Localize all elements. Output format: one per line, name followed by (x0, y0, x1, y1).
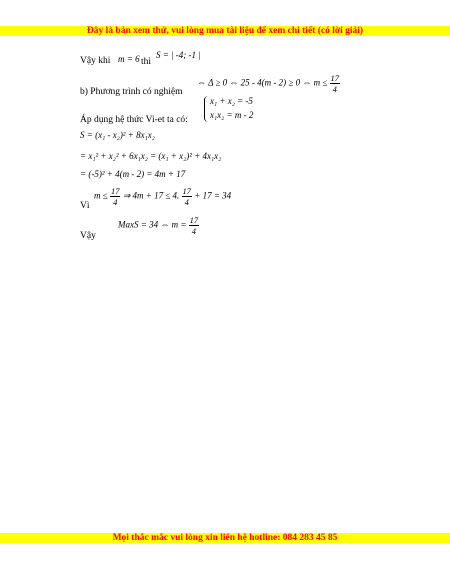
conclusion-max-text: MaxS = 34 ⇔ m = (118, 219, 187, 230)
s-definition: S = (x₁ - x₂)² + 8x₁x₂ (80, 130, 155, 140)
hotline-banner (0, 533, 450, 543)
since-fraction-2 (182, 186, 193, 207)
since-fraction-1-num: 17 (110, 186, 120, 196)
part-b-fraction-den: 4 (332, 84, 337, 94)
system-brace (204, 96, 209, 122)
preview-notice-text: Đây là bản xem thử, vui lòng mua tài liệu để xem chi tiết (có lời giải) (86, 26, 364, 36)
preview-notice-banner (0, 26, 450, 36)
since-part3: + 17 = 34 (194, 190, 232, 201)
conclusion-a-then: thì (141, 57, 152, 67)
vieta-product-equation: x₁x₂ = m - 2 (210, 110, 254, 120)
since-inequality (94, 186, 231, 207)
vieta-label: Áp dụng hệ thức Vi-et ta có: (80, 115, 188, 125)
part-b-label: b) Phương trình có nghiệm (80, 87, 183, 97)
part-b-condition-text: ⇔ Δ ≥ 0 ⇔ 25 - 4(m - 2) ≥ 0 ⇔ m ≤ (197, 77, 328, 88)
part-b-fraction (330, 73, 341, 94)
vieta-sum-equation: x₁ + x₂ = -5 (210, 96, 253, 106)
s-expansion: = x₁² + x₂² + 6x₁x₂ = (x₁ + x₂)² + 4x₁x₂ (80, 151, 222, 161)
part-b-condition (197, 73, 340, 94)
since-fraction-1 (110, 186, 121, 207)
since-fraction-2-num: 17 (182, 186, 192, 196)
conclusion-a-condition: m = 6 (118, 54, 140, 64)
conclusion-fraction (189, 215, 200, 236)
conclusion-a-result: S = | -4; -1 | (156, 50, 201, 60)
hotline-text: Mọi thắc mắc vui lòng xin liên hệ hotline: 084 283 45 85 (112, 533, 338, 543)
since-fraction-1-den: 4 (113, 197, 118, 207)
part-b-fraction-num: 17 (330, 73, 340, 83)
conclusion-label: Vậy (80, 231, 96, 241)
s-simplified: = (-5)² + 4(m - 2) = 4m + 17 (80, 169, 186, 179)
conclusion-fraction-num: 17 (189, 215, 199, 225)
since-part1: m ≤ (94, 190, 108, 201)
conclusion-max (118, 215, 199, 236)
conclusion-fraction-den: 4 (191, 226, 197, 236)
conclusion-a-prefix: Vậy khi (80, 56, 111, 66)
vieta-system (204, 96, 274, 126)
since-part2: ⇒ 4m + 17 ≤ 4. (122, 190, 180, 201)
since-label: Vì (80, 201, 90, 211)
since-fraction-2-den: 4 (184, 197, 189, 207)
